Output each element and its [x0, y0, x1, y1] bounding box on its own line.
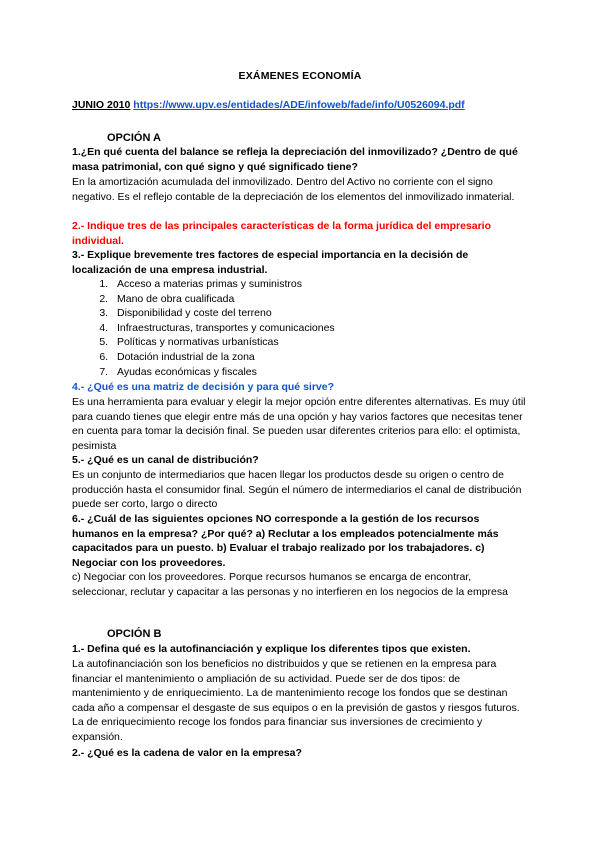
list-item: 7. Ayudas económicas y fiscales	[111, 365, 335, 380]
a-answer-1: En la amortización acumulada del inmovilizado. Dentro del Activo no corriente con el signo negativo. Es el reflejo contable de la depreciación de los elementos del inmovilizado inmaterial.	[72, 176, 515, 203]
a-question-1: 1.¿En qué cuenta del balance se refleja la depreciación del inmovilizado? ¿Dentro de qué masa patrimonial, con qué signo y qué significado tiene?	[72, 146, 518, 173]
a-question-6: 6.- ¿Cuál de las siguientes opciones NO corresponde a la gestión de los recursos humanos en la empresa? ¿Por qué? a) Reclutar a los empleados potencialmente más capacitados para un puesto. b) Evaluar el trabajo realizado por los trabajadores. c) Negociar con los proveedores.	[72, 513, 499, 569]
exam-source	[72, 99, 465, 111]
exam-date: JUNIO 2010	[72, 99, 131, 111]
factors-list	[93, 277, 335, 379]
page-title: EXÁMENES ECONOMÍA	[238, 70, 362, 82]
list-item: 5. Políticas y normativas urbanísticas	[111, 335, 335, 350]
list-item: 6. Dotación industrial de la zona	[111, 350, 335, 365]
a-question-2: 2.- Indique tres de las principales características de la forma jurídica del empresario individual.	[72, 220, 492, 247]
list-item: 1. Acceso a materias primas y suministros	[111, 277, 335, 292]
option-a-heading: OPCIÓN A	[107, 132, 161, 144]
list-item: 3. Disponibilidad y coste del terreno	[111, 306, 335, 321]
option-b-heading: OPCIÓN B	[107, 628, 162, 640]
b-answer-1: La autofinanciación son los beneficios no distribuidos y que se retienen en la empresa para financiar el mantenimiento o ampliación de su actividad. Puede ser de dos tipos: de mantenimiento y de enriquecimiento. La de mantenimiento recoge los fondos que se destinan cada año a compensar el desgaste de sus equipos o en la previsión de gastos y riesgos futuros. La de enriquecimiento recoge los fondos para financiar sus inversiones de crecimiento y expansión.	[72, 658, 520, 743]
a-question-5: 5.- ¿Qué es un canal de distribución?	[72, 454, 259, 466]
b-question-1: 1.- Defina qué es la autofinanciación y explique los diferentes tipos que existen.	[72, 643, 471, 655]
a-answer-4: Es una herramienta para evaluar y elegir la mejor opción entre diferentes alternativas. Es muy útil para cuando tienes que elegir entre más de una opción y hay varios factores que necesitas tener en cuenta para tomar la decisión final. Se pueden usar diferentes criterios para ello: el optimista, pesimista	[72, 396, 526, 452]
b-question-2: 2.- ¿Qué es la cadena de valor en la empresa?	[72, 747, 302, 759]
a-answer-6: c) Negociar con los proveedores. Porque recursos humanos se encarga de encontrar, seleccionar, reclutar y capacitar a las personas y no interfieren en los negocios de la empresa	[72, 571, 508, 598]
a-answer-5: Es un conjunto de intermediarios que hacen llegar los productos desde su origen o centro de producción hasta el consumidor final. Según el número de intermediarios el canal de distribución puede ser corto, largo o directo	[72, 469, 522, 511]
a-question-3: 3.- Explique brevemente tres factores de especial importancia en la decisión de localización de una empresa industrial.	[72, 249, 469, 276]
list-item: 2. Mano de obra cualificada	[111, 292, 335, 307]
list-item: 4. Infraestructuras, transportes y comunicaciones	[111, 321, 335, 336]
source-link[interactable]: https://www.upv.es/entidades/ADE/infoweb/fade/info/U0526094.pdf	[133, 99, 465, 111]
a-question-4: 4.- ¿Qué es una matriz de decisión y para qué sirve?	[72, 381, 335, 393]
